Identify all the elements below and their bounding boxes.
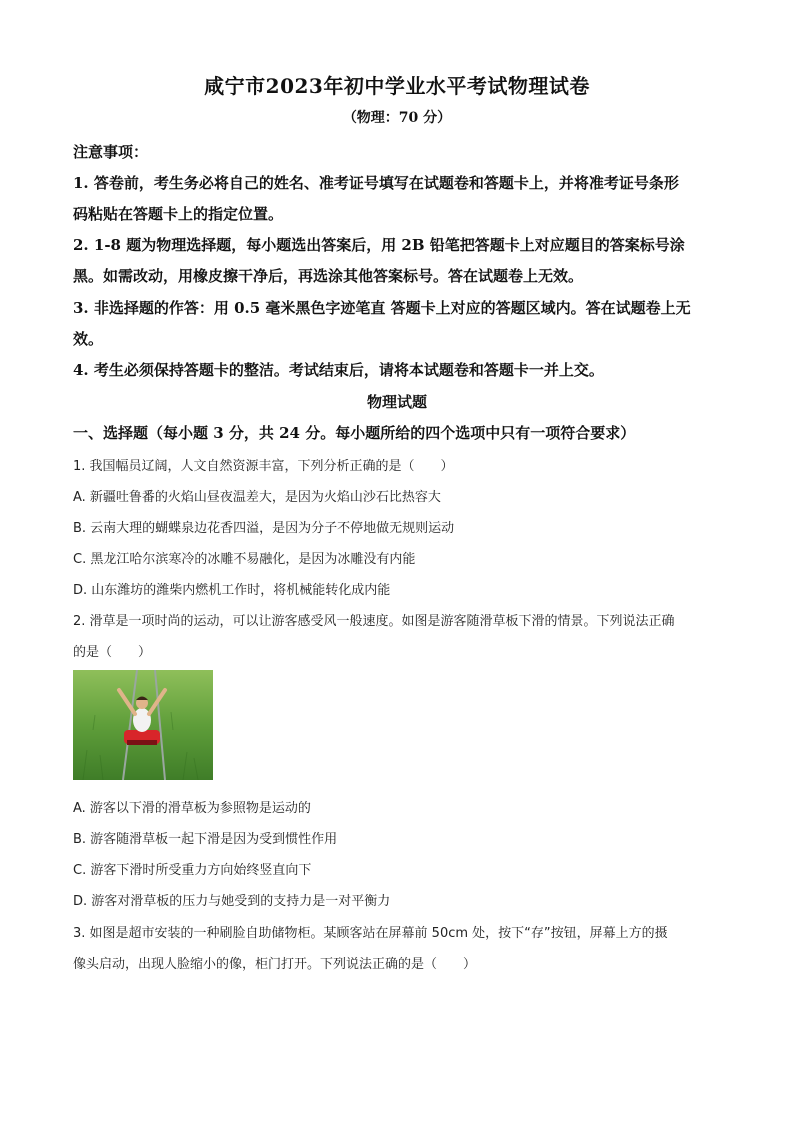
question-2-option-d: D. 游客对滑草板的压力与她受到的支持力是一对平衡力 xyxy=(73,894,391,909)
part1-heading: 一、选择题（每小题 3 分，共 24 分。每小题所给的四个选项中只有一项符合要求） xyxy=(73,424,636,442)
notice-line: 4. 考生必须保持答题卡的整洁。考试结束后，请将本试题卷和答题卡一并上交。 xyxy=(73,361,604,379)
question-1-option-c: C. 黑龙江哈尔滨寒冷的冰雕不易融化，是因为冰雕没有内能 xyxy=(73,552,416,567)
page-subtitle: （物理：70 分） xyxy=(342,110,452,126)
question-3-stem: 3. 如图是超市安装的一种刷脸自助储物柜。某顾客站在屏幕前 50cm 处，按下“存”按钮，屏幕上方的摄 xyxy=(73,926,668,941)
page-title: 咸宁市2023年初中学业水平考试物理试卷 xyxy=(204,74,590,98)
question-2-option-c: C. 游客下滑时所受重力方向始终竖直向下 xyxy=(73,863,312,878)
section-title: 物理试题 xyxy=(366,393,427,411)
question-1-option-b: B. 云南大理的蝴蝶泉边花香四溢，是因为分子不停地做无规则运动 xyxy=(73,521,455,536)
question-1-option-d: D. 山东潍坊的潍柴内燃机工作时，将机械能转化成内能 xyxy=(73,583,391,598)
notice-heading: 注意事项： xyxy=(73,143,149,161)
question-3-stem: 像头启动，出现人脸缩小的像，柜门打开。下列说法正确的是（ ） xyxy=(73,957,477,972)
notice-line: 码粘贴在答题卡上的指定位置。 xyxy=(73,205,284,223)
question-2-option-b: B. 游客随滑草板一起下滑是因为受到惯性作用 xyxy=(73,832,338,847)
question-2-stem: 的是（ ） xyxy=(73,645,152,660)
question-2-stem: 2. 滑草是一项时尚的运动，可以让游客感受风一般速度。如图是游客随滑草板下滑的情景。下列说法正确 xyxy=(73,614,675,629)
notice-line: 1. 答卷前，考生务必将自己的姓名、准考证号填写在试题卷和答题卡上，并将准考证号条形 xyxy=(73,174,679,192)
question-1-option-a: A. 新疆吐鲁番的火焰山昼夜温差大，是因为火焰山沙石比热容大 xyxy=(73,490,441,505)
question-1-stem: 1. 我国幅员辽阔，人文自然资源丰富，下列分析正确的是（ ） xyxy=(73,459,454,474)
question-2-option-a: A. 游客以下滑的滑草板为参照物是运动的 xyxy=(73,801,311,816)
notice-line: 效。 xyxy=(73,330,104,348)
grass-sledding-illustration xyxy=(73,670,213,780)
grass-sledding-photo xyxy=(73,670,213,780)
notice-line: 黑。如需改动，用橡皮擦干净后，再选涂其他答案标号。答在试题卷上无效。 xyxy=(73,267,584,285)
notice-line: 2. 1-8 题为物理选择题，每小题选出答案后，用 2B 铅笔把答题卡上对应题目的答案标号涂 xyxy=(73,236,685,254)
notice-line: 3. 非选择题的作答：用 0.5 毫米黑色字迹笔直 答题卡上对应的答题区域内。答在试题卷上无 xyxy=(73,299,691,317)
